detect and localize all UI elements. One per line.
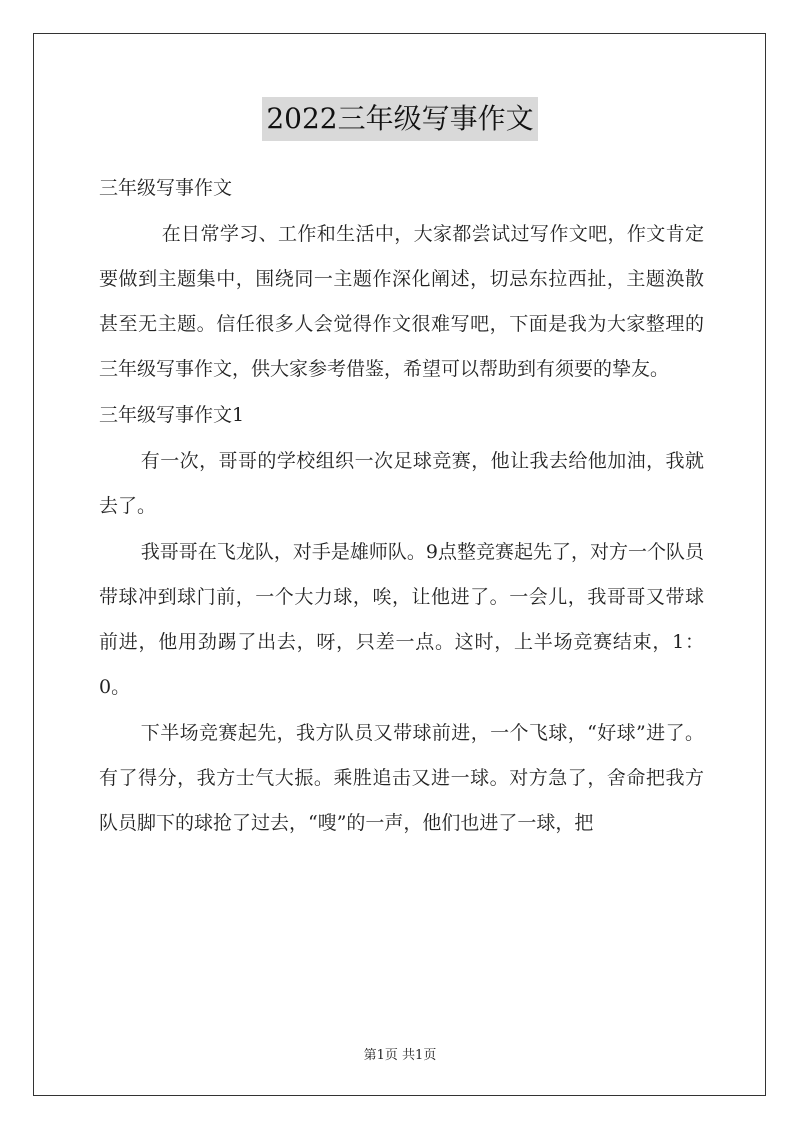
- document-subtitle: 三年级写事作文: [99, 177, 233, 199]
- document-title: 2022三年级写事作文: [262, 97, 537, 141]
- body-paragraph-3: 下半场竞赛起先，我方队员又带球前进，一个飞球，“好球”进了。有了得分，我方士气大振。乘胜追击又进一球。对方急了，舍命把我方队员脚下的球抢了过去，“嗖”的一声，他们也进了一球，把: [99, 722, 704, 834]
- intro-paragraph: 在日常学习、工作和生活中，大家都尝试过写作文吧，作文肯定要做到主题集中，围绕同一主题作深化阐述，切忌东拉西扯，主题涣散甚至无主题。信任很多人会觉得作文很难写吧，下面是我为大家整理的三年级写事作文，供大家参考借鉴，希望可以帮助到有须要的挚友。: [99, 223, 704, 380]
- page-footer: 第1页 共1页: [363, 1048, 437, 1063]
- body-paragraph-2: 我哥哥在飞龙队，对手是雄师队。9点整竞赛起先了，对方一个队员带球冲到球门前，一个大力球，唉，让他进了。一会儿，我哥哥又带球前进，他用劲踢了出去，呀，只差一点。这时，上半场竞赛结束，1：0。: [99, 541, 704, 698]
- body-paragraph-1: 有一次，哥哥的学校组织一次足球竞赛，他让我去给他加油，我就去了。: [99, 450, 704, 517]
- document-body: [99, 166, 704, 847]
- section-heading: 三年级写事作文1: [99, 404, 245, 426]
- document-title-wrapper: [0, 97, 800, 141]
